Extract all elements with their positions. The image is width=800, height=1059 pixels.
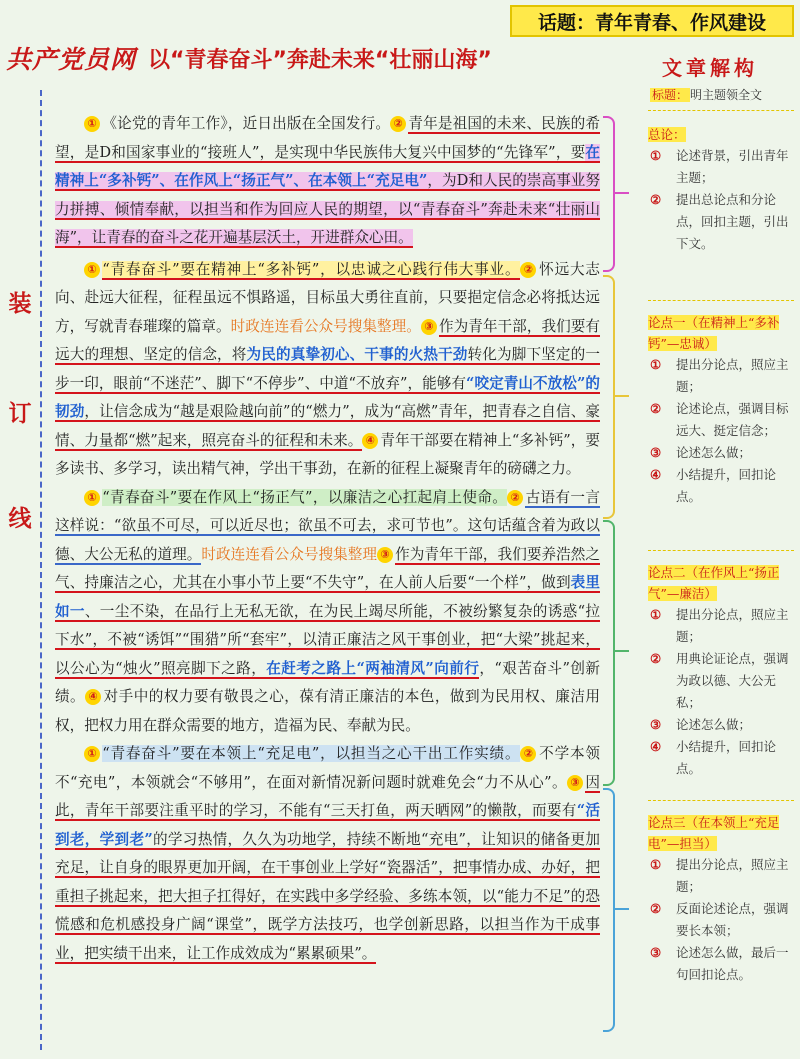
section-item: ② 论述论点，强调目标远大、挺定信念； [650, 401, 789, 438]
paragraph-point-3 [55, 740, 600, 968]
brace-point-3-tick [613, 908, 629, 910]
sidebar-section-point-2 [648, 562, 794, 780]
section-item: ③ 论述怎么做，最后一句回扣论点。 [650, 945, 789, 982]
p1-a: 《论党的青年工作》，近日出版在全国发行。 [102, 115, 391, 132]
topic-banner: 话题：青年青春、作风建设 [510, 5, 794, 37]
section-head: 论点一（在精神上“多补钙”—忠诚） [648, 315, 780, 351]
marker-1: ① [84, 262, 100, 278]
article-header [6, 38, 646, 78]
p4-c: 因此，青年干部要注重平时的学习，不能有“三天打鱼，两天晒网”的懒散，而要有 [55, 773, 600, 819]
brace-intro [603, 116, 615, 272]
p1-c: D和国家事业的“接班人”，是实现中华民族伟大复兴中国梦的“先锋军”，要 [99, 143, 586, 161]
p3-h: 对手中的权力要有敬畏之心，葆有清正廉洁的本色，做到为民用权、廉洁用权，把权力用在群众需要的地方，造福为民、奉献为民。 [55, 688, 600, 734]
p2-g: ，让信念成为“越是艰险越向前”的“燃力”，成为“高燃”青年，把青春之自信、豪情、力量都“燃”起来，照亮奋斗的征程和未来。 [55, 403, 600, 449]
p2-e: 转化为脚下坚定的一步一印，眼前“不迷茫”、脚下“不停步”、中道“不放弃”，能够有 [55, 346, 600, 392]
p2-a: “青春奋斗”要在精神上“多补钙”，以忠诚之心践行伟大事业。 [102, 260, 521, 278]
sidebar-section-point-3 [648, 812, 794, 986]
p3-c: 作为青年干部，我们要养浩然之气、持廉洁之心，尤其在小事小节上要“不失守”，在人前人后要“一个样”，做到 [55, 545, 600, 591]
sidebar-divider [648, 110, 794, 111]
marker-1: ① [84, 490, 100, 506]
paragraph-point-1 [55, 256, 600, 484]
binding-char-1: 装 [8, 290, 32, 317]
p2-b: 怀远大志向、赴远大征程，征程虽远不惧路遥，目标虽大勇往直前，只要挹定信念必将抵达远方，写就青春璀璨的篇章。 [55, 260, 600, 335]
sidebar-divider [648, 300, 794, 301]
p2-watermark: 时政连连看公众号搜集整理。 [230, 317, 421, 335]
marker-3: ③ [567, 775, 583, 791]
p3-a: “青春奋斗”要在作风上“扬正气”，以廉洁之心扛起肩上使命。 [102, 488, 508, 506]
section-head: 总论： [648, 127, 686, 142]
marker-1: ① [84, 746, 100, 762]
section-item: ① 提出分论点，照应主题； [650, 357, 789, 394]
section-item: ① 提出分论点，照应主题； [650, 857, 789, 894]
paragraph-intro [55, 110, 600, 253]
p1-b: 青年是祖国的未来、民族的希望，是 [55, 115, 600, 161]
site-logo: 共产党员网 [6, 45, 137, 74]
p1-e: ，为D和人民的崇高事业努力拼搏、倾情奉献，以担当和作为回应人民的期望，以“青春奋斗”奔赴未来“壮丽山海”，让青春的奋斗之花开遍基层沃土，开进群众心田。 [55, 172, 601, 246]
brace-point-3 [603, 788, 615, 1032]
binding-line [40, 90, 42, 1050]
section-item: ① 提出分论点，照应主题； [650, 607, 789, 644]
marker-4: ④ [362, 433, 378, 449]
p2-c: 作为青年干部，我们要有远大的理想、坚定的信念，将 [55, 317, 600, 363]
p1-d: 在精神上“多补钙”、在作风上“扬正气”、在本领上“充足电” [55, 143, 600, 189]
brace-point-2 [603, 520, 615, 786]
paragraph-point-2 [55, 484, 600, 741]
p3-g: ，“艰苦奋斗”创新绩。 [55, 659, 600, 705]
marker-1: ① [84, 116, 100, 132]
marker-2: ② [390, 116, 406, 132]
p3-watermark: 时政连连看公众号搜集整理 [201, 545, 378, 563]
article-title: 以“青春奋斗”奔赴未来“壮丽山海” [148, 47, 492, 73]
p4-d: “活到老，学到老” [55, 802, 600, 848]
section-item: ③ 论述怎么做； [650, 717, 752, 732]
p3-e: 、一尘不染，在品行上无私无欲，在为民上竭尽所能，不被纷繁复杂的诱惑“拉下水”，不被“诱饵”“围猎”所“套牢”，以清正廉洁之风干事创业，把“大梁”挑起来，以公心为“烛火”照亮脚下之路， [55, 602, 600, 677]
marker-4: ④ [85, 689, 101, 705]
binding-char-3: 线 [8, 505, 32, 532]
sidebar-section-intro [648, 124, 794, 255]
brace-point-1 [603, 275, 615, 519]
p4-b: 不学本领不“充电”，本领就会“不够用”，在面对新情况新问题时就难免会“力不从心”。 [55, 745, 600, 791]
section-item: ② 提出总论点和分论点，回扣主题，引出下文。 [650, 192, 789, 251]
sidebar-divider [648, 550, 794, 551]
section-item: ② 反面论述论点，强调要长本领； [650, 901, 789, 938]
sidebar-subtitle [650, 86, 762, 103]
subtitle-tag: 标题： [652, 88, 689, 102]
section-item: ④ 小结提升，回扣论点。 [650, 467, 777, 504]
marker-2: ② [520, 262, 536, 278]
brace-intro-tick [613, 192, 629, 194]
marker-2: ② [520, 746, 536, 762]
p2-h: 青年干部要在精神上“多补钙”，要多读书、多学习，读出精气神，学出干事劲，在新的征程上凝聚青年的磅礴之力。 [55, 431, 600, 477]
p4-e: 的学习热情，久久为功地学，持续不断地“充电”，让知识的储备更加充足，让自身的眼界更加开阔，在干事创业上学好“瓷器活”，把事情办成、办好，把重担子挑起来，把大担子扛得好，在实践中多学经验、多练本领，以“能力不足”的恐慌感和危机感投身广阔“课堂”，既学方法技巧，也学创新思路，以担当作为干成事业，把实绩干出来，让工作成效成为“累累硕果”。 [55, 830, 600, 962]
marker-3: ③ [377, 547, 393, 563]
brace-point-1-tick [613, 395, 629, 397]
p4-a: “青春奋斗”要在本领上“充足电”，以担当之心干出工作实绩。 [102, 745, 521, 762]
section-head: 论点二（在作风上“扬正气”—廉洁） [648, 565, 780, 601]
section-item: ③ 论述怎么做； [650, 445, 752, 460]
marker-3: ③ [421, 319, 437, 335]
p2-f: “咬定青山不放松”的韧劲 [55, 374, 600, 420]
marker-2: ② [507, 490, 523, 506]
sidebar-divider [648, 800, 794, 801]
p3-d: 表里如一 [55, 574, 600, 620]
binding-char-2: 订 [8, 400, 32, 427]
subtitle-text: 明主题领全文 [690, 88, 763, 102]
p2-d: 为民的真挚初心、干事的火热干劲 [246, 346, 468, 363]
p3-f: 在赶考之路上“两袖清风”向前行 [266, 659, 480, 677]
p3-b: 古语有一言这样说：“欲虽不可尽，可以近尽也；欲虽不可去，求可节也”。这句话蕴含着为政以德、大公无私的道理。 [55, 488, 600, 563]
section-item: ① 论述背景，引出青年主题； [650, 148, 789, 185]
section-item: ② 用典论证论点，强调为政以德、大公无私； [650, 651, 789, 710]
article-body [55, 110, 600, 968]
sidebar-title: 文章解构 [662, 56, 758, 80]
sidebar-section-point-1 [648, 312, 794, 508]
section-head: 论点三（在本领上“充足电”—担当） [648, 815, 780, 851]
brace-point-2-tick [613, 650, 629, 652]
section-item: ④ 小结提升，回扣论点。 [650, 739, 777, 776]
